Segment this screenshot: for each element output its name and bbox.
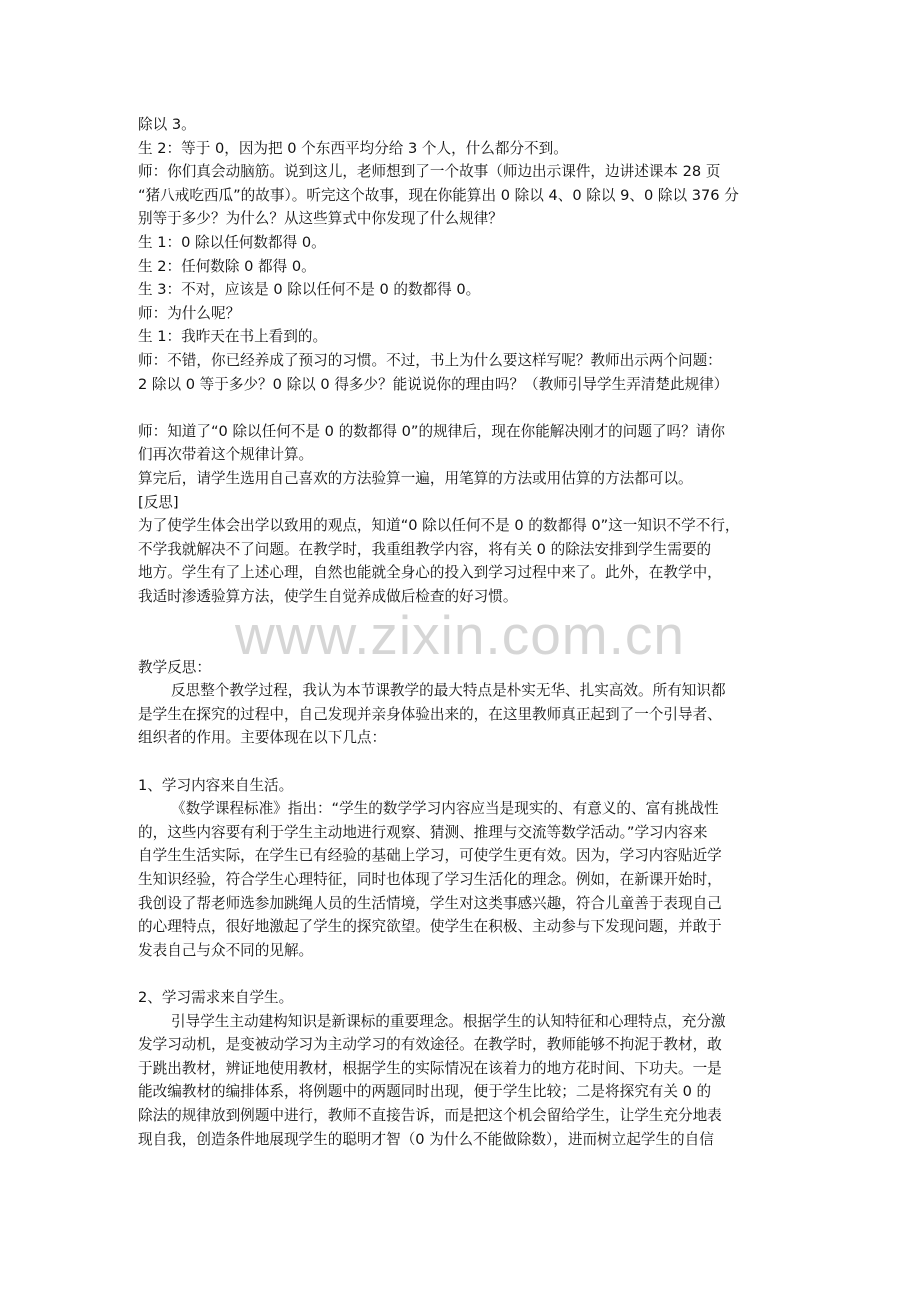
text-line: 的心理特点，很好地激起了学生的探究欲望。使学生在积极、主动参与下发现问题，并敢于: [138, 918, 722, 936]
text-line: 组织者的作用。主要体现在以下几点：: [138, 729, 387, 747]
section-heading-teaching-reflection: 教学反思：: [138, 658, 211, 676]
text-line: 生知识经验，符合学生心理特征，同时也体现了学习生活化的理念。例如，在新课开始时，: [138, 871, 722, 888]
text-line: 生 1：我昨天在书上看到的。: [138, 328, 328, 346]
text-line: 的，这些内容要有利于学生主动地进行观察、猜测、推理与交流等数学活动。”学习内容来: [138, 823, 708, 841]
text-line: 师：你们真会动脑筋。说到这儿，老师想到了一个故事（师边出示课件，边讲述课本 28 页: [138, 163, 721, 181]
numbered-heading-2: 2、学习需求来自学生。: [138, 988, 294, 1006]
text-line: 自学生生活实际，在学生已有经验的基础上学习，可使学生更有效。因为，学习内容贴近学: [138, 847, 722, 865]
text-line: 发表自己与众不同的见解。: [138, 941, 314, 959]
text-line: “猪八戒吃西瓜”的故事）。听完这个故事，现在你能算出 0 除以 4、0 除以 9、0 除以 376 分: [138, 186, 739, 204]
blank-line: [138, 750, 798, 774]
text-line: 除以 3。: [138, 116, 196, 133]
text-line: 们再次带着这个规律计算。: [138, 446, 314, 464]
text-line: 生 2：等于 0，因为把 0 个东西平均分给 3 个人，什么都分不到。: [138, 139, 568, 157]
blank-line: [138, 396, 798, 420]
text-line: 现自我，创造条件地展现学生的聪明才智（0 为什么不能做除数），进而树立起学生的自信: [138, 1130, 714, 1148]
text-line: 师：知道了“0 除以任何不是 0 的数都得 0”的规律后，现在你能解决刚才的问题了吗？请你: [138, 422, 725, 440]
text-line: 除法的规律放到例题中进行，教师不直接告诉，而是把这个机会留给学生，让学生充分地表: [138, 1106, 722, 1124]
blank-line: [138, 632, 798, 656]
text-line: 生 2：任何数除 0 都得 0。: [138, 257, 316, 275]
text-line: 师：为什么呢？: [138, 304, 241, 322]
text-line: 我适时渗透验算方法，使学生自觉养成做后检查的好习惯。: [138, 587, 518, 605]
text-line: 生 3：不对，应该是 0 除以任何不是 0 的数都得 0。: [138, 281, 481, 299]
text-line: 别等于多少？为什么？从这些算式中你发现了什么规律？: [138, 210, 503, 228]
watermark: www.zixin.com.cn: [235, 604, 685, 666]
text-line: 于跳出教材，辨证地使用教材，根据学生的实际情况在该着力的地方花时间、下功夫。一是: [138, 1059, 722, 1077]
text-line: 师：不错，你已经养成了预习的习惯。不过，书上为什么要这样写呢？教师出示两个问题：: [138, 351, 722, 369]
text-line: 不学我就解决不了问题。在教学时，我重组教学内容，将有关 0 的除法安排到学生需要的: [138, 540, 712, 558]
text-line: 生 1：0 除以任何数都得 0。: [138, 233, 326, 251]
text-line: 我创设了帮老师选参加跳绳人员的生活情境，学生对这类事感兴趣，符合儿童善于表现自己: [138, 894, 722, 912]
blank-line: [138, 962, 798, 986]
text-line: 发学习动机，是变被动学习为主动学习的有效途径。在教学时，教师能够不拘泥于教材，敢: [138, 1036, 722, 1054]
text-line: 2 除以 0 等于多少？0 除以 0 得多少？能说说你的理由吗？（教师引导学生弄清楚此规律）: [138, 375, 729, 393]
blank-line: [138, 608, 798, 632]
document-body: [138, 113, 798, 1151]
paragraph-first-line: 《数学课程标准》指出：“学生的数学学习内容应当是现实的、有意义的、富有挑战性: [171, 800, 719, 818]
section-label-reflection: [反思]: [138, 493, 179, 511]
text-line: 能改编教材的编排体系，将例题中的两题同时出现，便于学生比较；二是将探究有关 0 的: [138, 1083, 712, 1101]
text-line: 算完后，请学生选用自己喜欢的方法验算一遍，用笔算的方法或用估算的方法都可以。: [138, 469, 693, 487]
text-line: 为了使学生体会出学以致用的观点，知道“0 除以任何不是 0 的数都得 0”这一知识不学不行，: [138, 517, 740, 535]
paragraph-first-line: 引导学生主动建构知识是新课标的重要理念。根据学生的认知特征和心理特点，充分激: [171, 1012, 726, 1030]
numbered-heading-1: 1、学习内容来自生活。: [138, 776, 294, 794]
text-line: 是学生在探究的过程中，自己发现并亲身体验出来的，在这里教师真正起到了一个引导者、: [138, 705, 722, 723]
text-line: 地方。学生有了上述心理，自然也能就全身心的投入到学习过程中来了。此外，在教学中，: [138, 564, 722, 582]
paragraph-first-line: 反思整个教学过程，我认为本节课教学的最大特点是朴实无华、扎实高效。所有知识都: [171, 682, 726, 700]
